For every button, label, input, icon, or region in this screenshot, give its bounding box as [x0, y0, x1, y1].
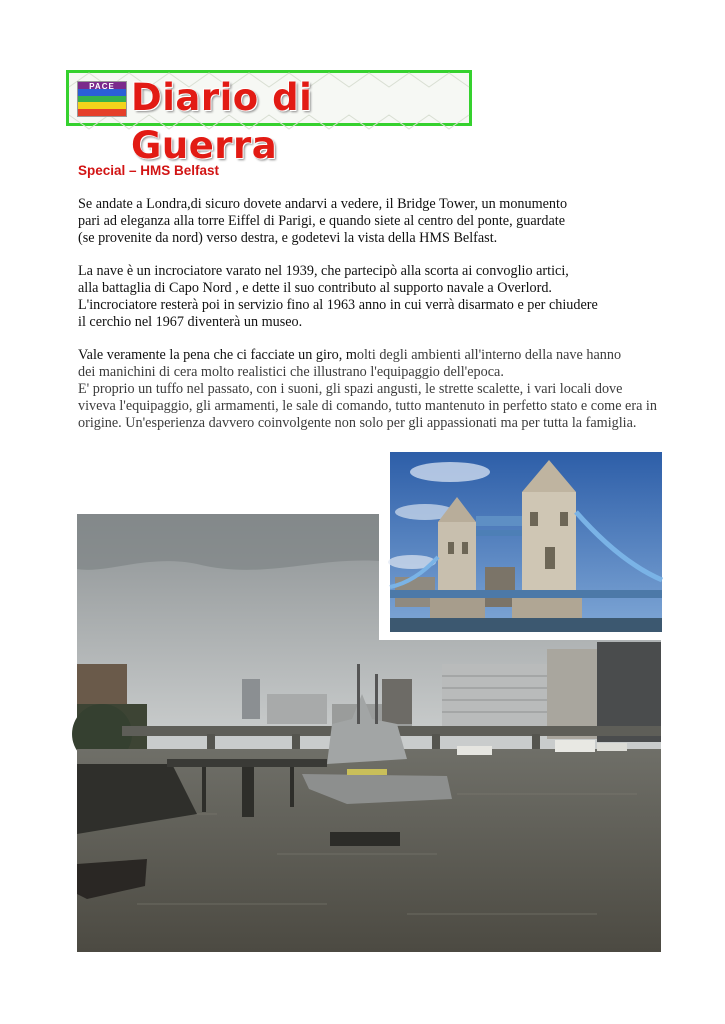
flag-text: PACE — [89, 82, 115, 91]
text-line: viveva l'equipaggio, gli armamenti, le sale di comando, tutto mantenuto in perfetto stato e come era in — [78, 398, 657, 414]
text-line: La nave è un incrociatore varato nel 1939, che partecipò alla scorta ai convoglio artici, — [78, 263, 569, 279]
text-line: (se provenite da nord) verso destra, e godetevi la vista della HMS Belfast. — [78, 230, 498, 246]
paragraph-3 — [78, 347, 688, 432]
text-line-end: olti degli ambienti all'interno della nave hanno — [356, 347, 622, 363]
paragraph-1 — [78, 196, 688, 247]
text-line: alla battaglia di Capo Nord , e dette il suo contributo al supporto navale a Overlord. — [78, 280, 552, 296]
text-line: origine. Un'esperienza davvero coinvolgente non solo per gli appassionati ma per tutta la famiglia. — [78, 415, 637, 431]
header-banner — [66, 70, 472, 167]
text-line: dei manichini di cera molto realistici che illustrano l'equipaggio dell'epoca. — [78, 364, 504, 380]
text-line-start: Vale veramente la pena che ci facciate un giro, m — [78, 347, 357, 363]
text-line — [78, 347, 688, 364]
tower-bridge-photo — [390, 452, 662, 632]
text-line: Se andate a Londra,di sicuro dovete andarvi a vedere, il Bridge Tower, un monumento — [78, 196, 568, 212]
banner-title: Diario di Guerra — [131, 76, 313, 167]
text-line: L'incrociatore resterà poi in servizio fino al 1963 anno in cui verrà disarmato e per chiudere — [78, 297, 598, 313]
section-heading: Special – HMS Belfast — [78, 163, 220, 178]
text-line: pari ad eleganza alla torre Eiffel di Parigi, e quando siete al centro del ponte, guardate — [78, 213, 566, 229]
paragraph-2 — [78, 263, 688, 331]
text-line: il cerchio nel 1967 diventerà un museo. — [78, 314, 303, 330]
text-line: E' proprio un tuffo nel passato, con i suoni, gli spazi angusti, le strette scalette, i vari locali dove — [78, 381, 623, 397]
tower-bridge-photo-frame — [379, 443, 670, 640]
peace-flag-icon — [77, 81, 127, 117]
